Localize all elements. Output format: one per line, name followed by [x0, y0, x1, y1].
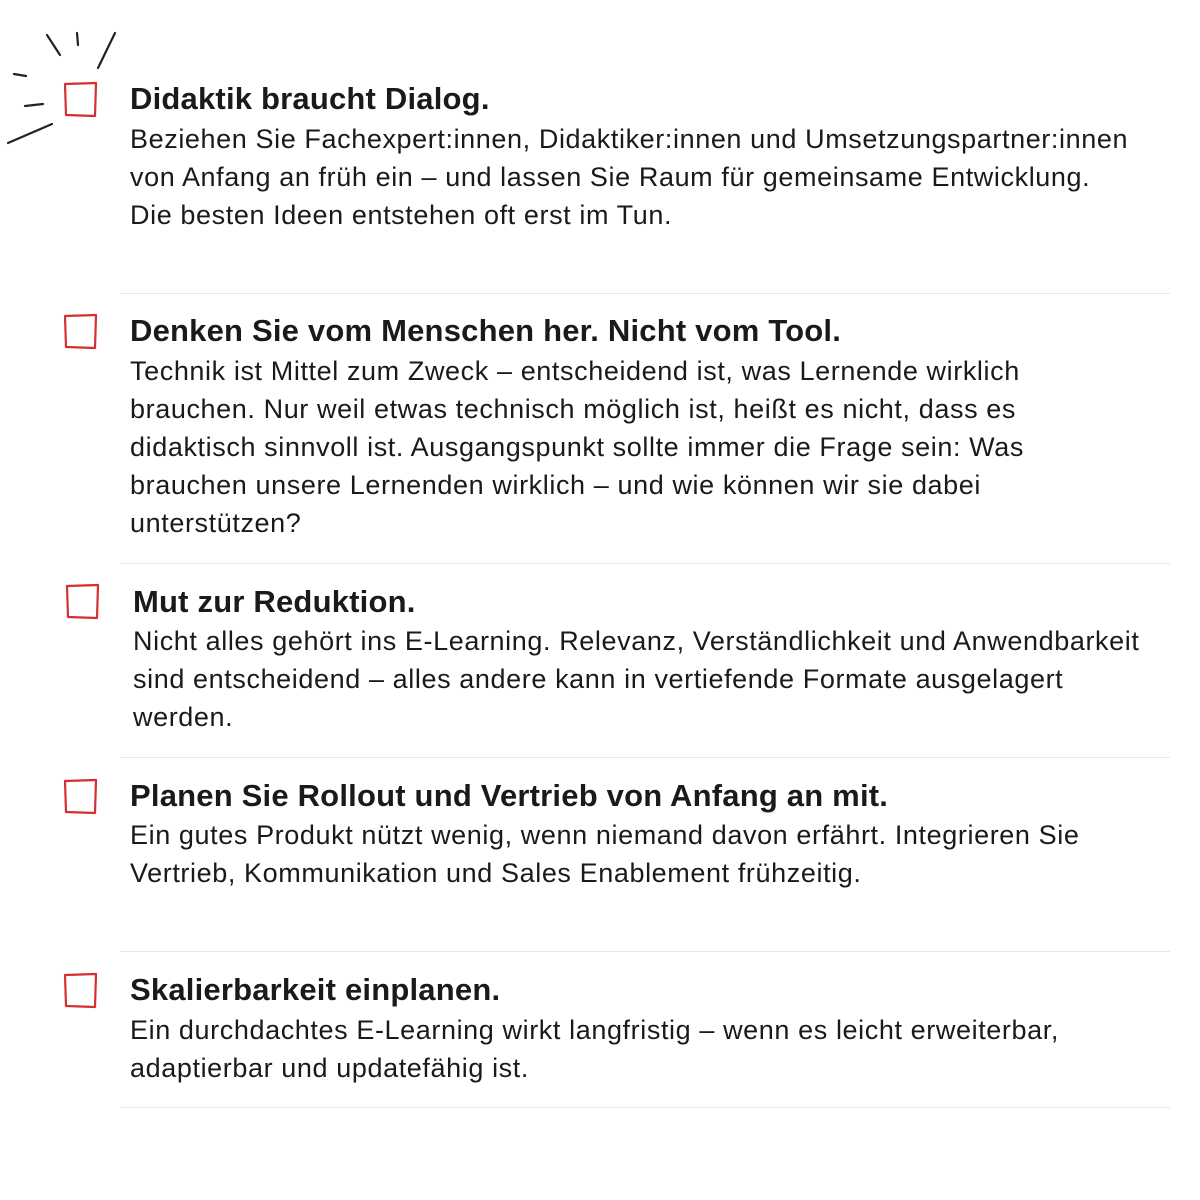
divider — [120, 563, 1170, 564]
divider — [120, 757, 1170, 758]
divider — [120, 1107, 1170, 1108]
checkbox-icon[interactable] — [61, 777, 101, 817]
item-title: Skalierbarkeit einplanen. — [130, 972, 501, 1007]
item-title: Planen Sie Rollout und Vertrieb von Anfang an mit. — [130, 778, 889, 813]
item-description: Nicht alles gehört ins E-Learning. Relevanz, Verständlichkeit und Anwendbarkeit sind entscheidend – alles andere kann in vertiefende Formate ausgelagert werden. — [133, 626, 1140, 732]
divider — [120, 293, 1170, 294]
item-description: Beziehen Sie Fachexpert:innen, Didaktiker:innen und Umsetzungspartner:innen von Anfang an früh ein – und lassen Sie Raum für gemeinsame Entwicklung. Die besten Ideen entstehen oft erst im Tun. — [130, 124, 1129, 230]
divider — [120, 951, 1170, 952]
item-description: Technik ist Mittel zum Zweck – entscheidend ist, was Lernende wirklich brauchen. Nur weil etwas technisch möglich ist, heißt es nicht, dass es didaktisch sinnvoll ist. Ausgangspunkt sollte immer die Frage sein: Was brauchen unsere Lernenden wirklich – und wie können wir sie dabei unterstützen? — [130, 356, 1024, 538]
checkbox-icon[interactable] — [61, 312, 101, 352]
item-description: Ein durchdachtes E-Learning wirkt langfristig – wenn es leicht erweiterbar, adaptierbar und updatefähig ist. — [130, 1015, 1059, 1083]
checkbox-icon[interactable] — [61, 80, 101, 120]
item-title: Didaktik braucht Dialog. — [130, 81, 490, 116]
checkbox-icon[interactable] — [63, 582, 103, 622]
item-title: Denken Sie vom Menschen her. Nicht vom Tool. — [130, 313, 842, 348]
item-description: Ein gutes Produkt nützt wenig, wenn niemand davon erfährt. Integrieren Sie Vertrieb, Kommunikation und Sales Enablement frühzeitig. — [130, 820, 1080, 888]
item-title: Mut zur Reduktion. — [133, 584, 416, 619]
checkbox-icon[interactable] — [61, 971, 101, 1011]
